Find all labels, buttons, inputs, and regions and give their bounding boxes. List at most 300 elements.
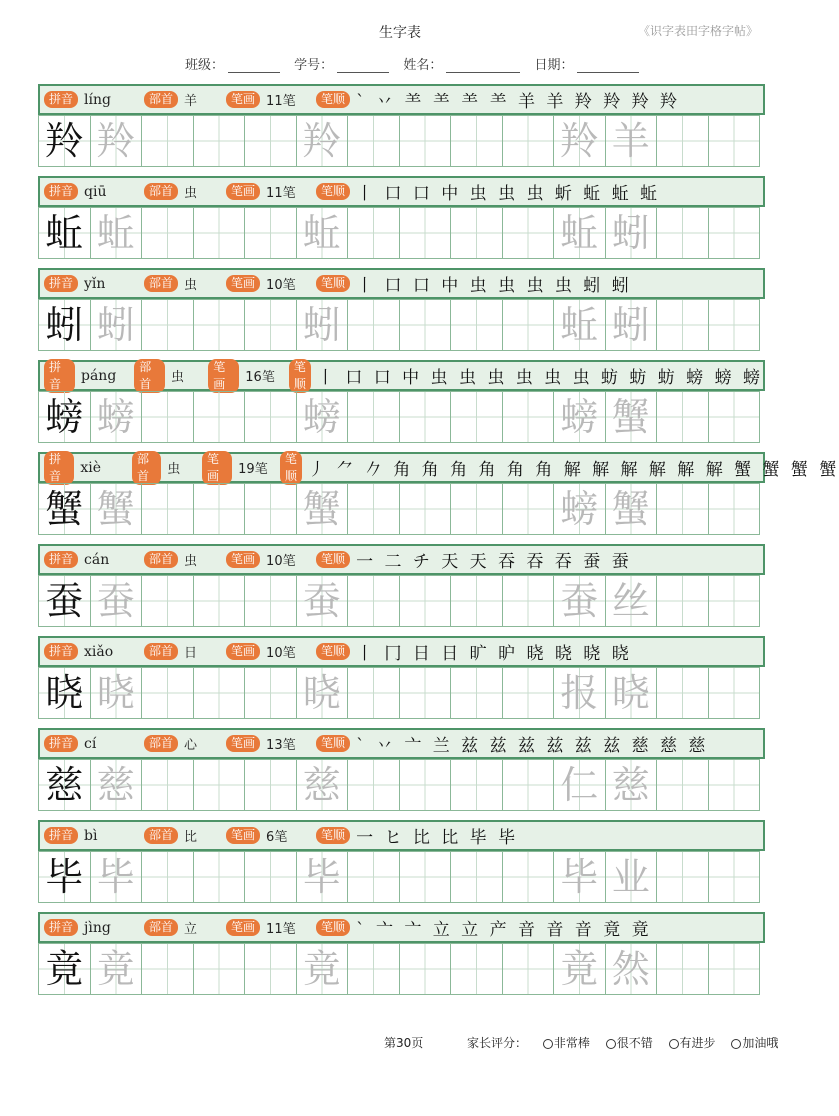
order-group	[316, 639, 763, 664]
character-info-bar	[38, 84, 765, 115]
pinyin-value: páng	[81, 367, 117, 384]
practice-cell[interactable]	[450, 299, 503, 351]
strokes-count	[238, 458, 280, 477]
practice-cell[interactable]	[193, 667, 246, 719]
radical-group	[144, 274, 220, 293]
character-info-bar	[38, 268, 765, 299]
practice-cell[interactable]	[347, 759, 400, 811]
practice-cell[interactable]	[347, 115, 400, 167]
character-info-bar	[38, 360, 765, 391]
field-label: 日期：	[534, 58, 574, 73]
trace-character-cell: 螃	[553, 483, 606, 535]
practice-cell[interactable]	[399, 207, 452, 259]
strokes-badge: 笔画	[226, 643, 260, 660]
order-badge: 笔顺	[280, 451, 302, 485]
tianzige-grid	[38, 851, 765, 903]
pinyin-value: yǐn	[84, 275, 106, 292]
rating-option[interactable]	[606, 1034, 653, 1051]
practice-cell[interactable]	[502, 575, 555, 627]
strokes-count	[266, 274, 316, 293]
radical-value: 虫	[184, 554, 198, 569]
radical-badge: 部首	[144, 643, 178, 660]
strokes-group	[208, 359, 289, 393]
strokes-unit: 笔	[282, 554, 296, 569]
practice-cell[interactable]	[193, 391, 246, 443]
pinyin-value: cán	[84, 551, 110, 568]
practice-cell[interactable]	[450, 943, 503, 995]
page-title: 生字表	[379, 25, 421, 41]
stroke-order: ` 丷 ⺷ ⺷ ⺷ ⺷ 羊 羊 羚 羚 羚 羚	[356, 92, 681, 112]
order-group	[316, 547, 763, 572]
practice-cell[interactable]	[502, 207, 555, 259]
pinyin-group	[44, 275, 138, 292]
rating-option-label: 很不错	[616, 1036, 653, 1050]
pinyin-group	[44, 643, 138, 660]
strokes-count	[245, 366, 289, 385]
radical-value: 虫	[184, 186, 198, 201]
model-character-cell: 羚	[38, 115, 91, 167]
radical-value: 虫	[184, 278, 198, 293]
field-label: 姓名：	[403, 58, 443, 73]
practice-cell[interactable]	[141, 667, 194, 719]
model-character-cell: 蚓	[38, 299, 91, 351]
radical-group	[132, 451, 196, 485]
practice-cell[interactable]	[141, 391, 194, 443]
field-class[interactable]	[185, 54, 280, 73]
order-group	[280, 451, 839, 485]
practice-cell[interactable]	[656, 299, 709, 351]
order-badge: 笔顺	[316, 735, 350, 752]
pinyin-value: líng	[84, 91, 111, 108]
practice-cell[interactable]	[656, 759, 709, 811]
rating-option-label: 非常棒	[553, 1036, 590, 1050]
strokes-group	[226, 182, 316, 201]
field-id[interactable]	[294, 54, 389, 73]
trace-character-cell: 羚	[90, 115, 143, 167]
practice-cell[interactable]	[502, 299, 555, 351]
class-blank[interactable]	[228, 58, 280, 73]
practice-cell[interactable]	[502, 943, 555, 995]
strokes-value: 13	[266, 738, 283, 753]
practice-cell[interactable]	[141, 483, 194, 535]
practice-cell[interactable]	[656, 851, 709, 903]
trace-character-cell: 蚕	[553, 575, 606, 627]
practice-cell[interactable]	[347, 483, 400, 535]
model-character-cell: 蚯	[38, 207, 91, 259]
strokes-group	[202, 451, 280, 485]
parent-rating	[467, 1034, 778, 1051]
radical-value: 立	[184, 922, 198, 937]
pinyin-group	[44, 183, 138, 200]
practice-cell[interactable]	[656, 667, 709, 719]
strokes-count	[266, 182, 316, 201]
strokes-value: 11	[266, 94, 283, 109]
practice-cell[interactable]	[141, 207, 194, 259]
practice-cell[interactable]	[141, 299, 194, 351]
strokes-badge: 笔画	[226, 551, 260, 568]
order-group	[316, 731, 763, 756]
practice-cell[interactable]	[244, 759, 297, 811]
practice-cell[interactable]	[399, 483, 452, 535]
practice-cell[interactable]	[708, 299, 761, 351]
radical-group	[144, 826, 220, 845]
trace-character-cell: 晓	[605, 667, 658, 719]
practice-cell[interactable]	[347, 391, 400, 443]
radical-badge: 部首	[144, 919, 178, 936]
practice-cell[interactable]	[244, 115, 297, 167]
practice-cell[interactable]	[450, 667, 503, 719]
strokes-group	[226, 918, 316, 937]
field-date[interactable]	[534, 54, 639, 73]
practice-cell[interactable]	[399, 851, 452, 903]
strokes-group	[226, 734, 316, 753]
stroke-order: 丨 口 口 中 虫 虫 虫 虫 蚓 蚓	[356, 276, 632, 296]
model-character-cell: 蚕	[38, 575, 91, 627]
strokes-unit: 笔	[261, 370, 275, 385]
name-blank[interactable]	[446, 58, 520, 73]
radio-circle-icon	[669, 1039, 679, 1049]
trace-character-cell: 业	[605, 851, 658, 903]
order-badge: 笔顺	[316, 183, 350, 200]
trace-character-cell: 蟹	[605, 483, 658, 535]
practice-cell[interactable]	[244, 391, 297, 443]
practice-cell[interactable]	[656, 207, 709, 259]
practice-cell[interactable]	[141, 759, 194, 811]
practice-cell[interactable]	[399, 667, 452, 719]
practice-cell[interactable]	[244, 667, 297, 719]
strokes-value: 10	[266, 646, 283, 661]
page-number: 第30页	[384, 1036, 424, 1050]
practice-cell[interactable]	[450, 851, 503, 903]
pinyin-badge: 拼音	[44, 827, 78, 844]
tianzige-grid	[38, 759, 765, 811]
practice-cell[interactable]	[347, 207, 400, 259]
practice-cell[interactable]	[141, 851, 194, 903]
practice-cell[interactable]	[193, 943, 246, 995]
strokes-count	[266, 918, 316, 937]
character-info-bar	[38, 820, 765, 851]
trace-character-cell: 晓	[296, 667, 349, 719]
practice-cell[interactable]	[502, 851, 555, 903]
character-block	[38, 268, 765, 360]
character-info-bar	[38, 912, 765, 943]
stroke-order: 丿 ⺈ 𠂊 角 角 角 角 角 角 解 解 解 解 解 解 蟹 蟹 蟹 蟹	[308, 460, 839, 480]
practice-cell[interactable]	[141, 575, 194, 627]
practice-cell[interactable]	[399, 391, 452, 443]
practice-cell[interactable]	[193, 207, 246, 259]
practice-cell[interactable]	[399, 299, 452, 351]
practice-cell[interactable]	[244, 851, 297, 903]
model-character-cell: 晓	[38, 667, 91, 719]
trace-character-cell: 羊	[605, 115, 658, 167]
strokes-badge: 笔画	[226, 91, 260, 108]
pinyin-value: xiǎo	[84, 643, 114, 660]
practice-cell[interactable]	[244, 575, 297, 627]
practice-cell[interactable]	[708, 207, 761, 259]
field-label: 班级：	[185, 58, 225, 73]
trace-character-cell: 然	[605, 943, 658, 995]
radical-badge: 部首	[144, 827, 178, 844]
order-badge: 笔顺	[316, 551, 350, 568]
rating-label: 家长评分：	[467, 1036, 528, 1050]
strokes-badge: 笔画	[226, 919, 260, 936]
character-block	[38, 544, 765, 636]
trace-character-cell: 螃	[296, 391, 349, 443]
trace-character-cell: 竟	[296, 943, 349, 995]
trace-character-cell: 羚	[296, 115, 349, 167]
character-block	[38, 820, 765, 912]
practice-cell[interactable]	[347, 851, 400, 903]
strokes-value: 10	[266, 554, 283, 569]
order-badge: 笔顺	[316, 919, 350, 936]
order-group	[316, 823, 763, 848]
strokes-badge: 笔画	[202, 451, 232, 485]
character-block	[38, 912, 765, 1004]
strokes-unit: 笔	[254, 462, 268, 477]
practice-cell[interactable]	[708, 759, 761, 811]
rating-option[interactable]	[731, 1034, 778, 1051]
tianzige-grid	[38, 575, 765, 627]
practice-cell[interactable]	[450, 391, 503, 443]
radical-value: 比	[184, 830, 198, 845]
model-character-cell: 蟹	[38, 483, 91, 535]
stroke-order: ` 亠 亠 立 立 产 音 音 音 竟 竟	[356, 920, 652, 940]
trace-character-cell: 蚯	[553, 207, 606, 259]
strokes-value: 11	[266, 922, 283, 937]
practice-cell[interactable]	[347, 943, 400, 995]
practice-cell[interactable]	[244, 943, 297, 995]
strokes-group	[226, 642, 316, 661]
practice-cell[interactable]	[244, 299, 297, 351]
strokes-unit: 笔	[282, 278, 296, 293]
trace-character-cell: 蟹	[605, 391, 658, 443]
radical-badge: 部首	[144, 91, 178, 108]
trace-character-cell: 慈	[90, 759, 143, 811]
practice-cell[interactable]	[708, 115, 761, 167]
pinyin-group	[44, 551, 138, 568]
radical-group	[144, 734, 220, 753]
strokes-badge: 笔画	[226, 827, 260, 844]
trace-character-cell: 蚓	[90, 299, 143, 351]
trace-character-cell: 螃	[553, 391, 606, 443]
rating-option[interactable]	[543, 1034, 590, 1051]
tianzige-grid	[38, 483, 765, 535]
practice-cell[interactable]	[450, 483, 503, 535]
radical-group	[144, 550, 220, 569]
order-badge: 笔顺	[316, 275, 350, 292]
radical-group	[144, 90, 220, 109]
order-group	[316, 179, 763, 204]
pinyin-badge: 拼音	[44, 919, 78, 936]
practice-cell[interactable]	[141, 115, 194, 167]
stroke-order: 一 二 チ 天 天 吞 吞 吞 蚕 蚕	[356, 552, 632, 572]
model-character-cell: 螃	[38, 391, 91, 443]
practice-cell[interactable]	[656, 391, 709, 443]
strokes-value: 11	[266, 186, 283, 201]
practice-cell[interactable]	[708, 943, 761, 995]
order-group	[289, 359, 763, 393]
practice-cell[interactable]	[708, 483, 761, 535]
pinyin-badge: 拼音	[44, 275, 78, 292]
tianzige-grid	[38, 943, 765, 995]
practice-cell[interactable]	[656, 943, 709, 995]
practice-cell[interactable]	[708, 851, 761, 903]
practice-cell[interactable]	[708, 667, 761, 719]
radical-badge: 部首	[144, 275, 178, 292]
tianzige-grid	[38, 667, 765, 719]
practice-cell[interactable]	[502, 115, 555, 167]
id-blank[interactable]	[337, 58, 389, 73]
order-badge: 笔顺	[289, 359, 311, 393]
radio-circle-icon	[731, 1039, 741, 1049]
tianzige-grid	[38, 299, 765, 351]
character-block	[38, 451, 839, 544]
strokes-value: 6	[266, 830, 275, 845]
pinyin-group	[44, 359, 128, 393]
practice-cell[interactable]	[502, 667, 555, 719]
strokes-value: 16	[245, 370, 262, 385]
radical-group	[144, 642, 220, 661]
pinyin-badge: 拼音	[44, 359, 75, 393]
trace-character-cell: 蚕	[90, 575, 143, 627]
character-block	[38, 84, 765, 176]
pinyin-value: qiū	[84, 183, 107, 200]
radical-group	[144, 918, 220, 937]
character-block	[38, 176, 765, 268]
practice-cell[interactable]	[193, 851, 246, 903]
practice-cell[interactable]	[347, 299, 400, 351]
strokes-badge: 笔画	[226, 735, 260, 752]
practice-cell[interactable]	[244, 207, 297, 259]
practice-cell[interactable]	[347, 575, 400, 627]
practice-cell[interactable]	[193, 115, 246, 167]
radical-badge: 部首	[144, 735, 178, 752]
field-name[interactable]	[403, 54, 520, 73]
practice-cell[interactable]	[656, 483, 709, 535]
trace-character-cell: 毕	[553, 851, 606, 903]
rating-option-label: 有进步	[679, 1036, 716, 1050]
character-info-bar	[38, 636, 765, 667]
pinyin-group	[44, 827, 138, 844]
character-info-bar	[38, 728, 765, 759]
trace-character-cell: 蚯	[90, 207, 143, 259]
radical-group	[134, 359, 202, 393]
practice-cell[interactable]	[399, 943, 452, 995]
strokes-count	[266, 826, 316, 845]
radio-circle-icon	[606, 1039, 616, 1049]
trace-character-cell: 仁	[553, 759, 606, 811]
order-badge: 笔顺	[316, 643, 350, 660]
radical-value: 虫	[171, 370, 185, 385]
radical-value: 心	[184, 738, 198, 753]
order-badge: 笔顺	[316, 827, 350, 844]
trace-character-cell: 蟹	[90, 483, 143, 535]
strokes-value: 19	[238, 462, 255, 477]
practice-cell[interactable]	[193, 299, 246, 351]
rating-option[interactable]	[669, 1034, 716, 1051]
practice-cell[interactable]	[193, 759, 246, 811]
strokes-unit: 笔	[282, 94, 296, 109]
practice-cell[interactable]	[656, 115, 709, 167]
radical-group	[144, 182, 220, 201]
stroke-order: 一 ヒ 比 比 毕 毕	[356, 828, 519, 848]
radical-badge: 部首	[144, 183, 178, 200]
tianzige-grid	[38, 207, 765, 259]
practice-cell[interactable]	[347, 667, 400, 719]
practice-cell[interactable]	[450, 115, 503, 167]
pinyin-value: jìng	[84, 919, 111, 936]
pinyin-value: bì	[84, 827, 98, 844]
practice-cell[interactable]	[502, 483, 555, 535]
strokes-unit: 笔	[274, 830, 288, 845]
date-blank[interactable]	[577, 58, 639, 73]
pinyin-group	[44, 735, 138, 752]
practice-cell[interactable]	[141, 943, 194, 995]
trace-character-cell: 竟	[90, 943, 143, 995]
strokes-count	[266, 550, 316, 569]
practice-cell[interactable]	[193, 575, 246, 627]
character-list	[38, 84, 839, 1004]
strokes-unit: 笔	[282, 186, 296, 201]
character-info-bar	[38, 451, 839, 483]
practice-cell[interactable]	[244, 483, 297, 535]
practice-cell[interactable]	[193, 483, 246, 535]
practice-cell[interactable]	[399, 759, 452, 811]
strokes-unit: 笔	[282, 738, 296, 753]
order-group	[316, 87, 763, 112]
practice-cell[interactable]	[708, 575, 761, 627]
practice-cell[interactable]	[502, 391, 555, 443]
practice-cell[interactable]	[502, 759, 555, 811]
model-character-cell: 慈	[38, 759, 91, 811]
practice-cell[interactable]	[399, 115, 452, 167]
pinyin-group	[44, 919, 138, 936]
radical-value: 虫	[167, 462, 181, 477]
trace-character-cell: 蚓	[605, 299, 658, 351]
practice-cell[interactable]	[708, 391, 761, 443]
strokes-count	[266, 90, 316, 109]
radical-value: 日	[184, 646, 198, 661]
practice-cell[interactable]	[399, 575, 452, 627]
practice-cell[interactable]	[450, 207, 503, 259]
pinyin-badge: 拼音	[44, 643, 78, 660]
model-character-cell: 毕	[38, 851, 91, 903]
trace-character-cell: 晓	[90, 667, 143, 719]
pinyin-badge: 拼音	[44, 91, 78, 108]
character-info-bar	[38, 544, 765, 575]
practice-cell[interactable]	[656, 575, 709, 627]
tianzige-grid	[38, 115, 765, 167]
strokes-group	[226, 826, 316, 845]
strokes-count	[266, 642, 316, 661]
order-badge: 笔顺	[316, 91, 350, 108]
trace-character-cell: 蚕	[296, 575, 349, 627]
trace-character-cell: 蚓	[296, 299, 349, 351]
trace-character-cell: 蟹	[296, 483, 349, 535]
order-group	[316, 915, 763, 940]
practice-cell[interactable]	[450, 759, 503, 811]
radical-badge: 部首	[134, 359, 165, 393]
strokes-group	[226, 550, 316, 569]
strokes-unit: 笔	[282, 922, 296, 937]
practice-cell[interactable]	[450, 575, 503, 627]
order-group	[316, 271, 763, 296]
stroke-order: ` 丷 亠 兰 兹 兹 兹 兹 兹 兹 慈 慈 慈	[356, 736, 709, 756]
pinyin-badge: 拼音	[44, 551, 78, 568]
trace-character-cell: 毕	[90, 851, 143, 903]
character-block	[38, 636, 765, 728]
trace-character-cell: 蚓	[605, 207, 658, 259]
